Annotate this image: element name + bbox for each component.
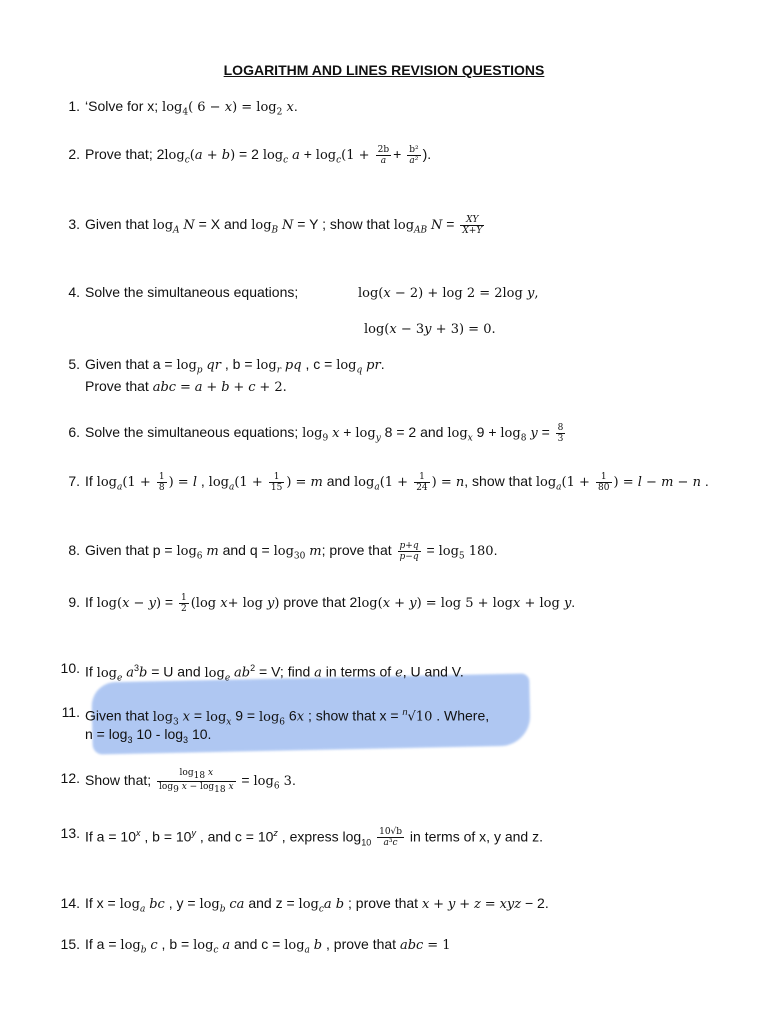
question-text: Prove that; $2\log_c(a + b) = 2$ $\log_c a + \log_c(1$ + $\frac{2b}{a}$ + $\frac{\text{b²}}{\text{a²}}$ ). (85, 144, 432, 166)
question-number: 13. (60, 825, 80, 841)
question-number: 11. (61, 704, 80, 720)
equation-1: log(x − 2) + log 2 = 2log y, (358, 286, 539, 301)
question-text-line2: $n = \log_3 10 - \log_3 10$. (85, 726, 212, 745)
question-number: 15. (60, 936, 80, 952)
question-text: ‘Solve for x; $\log_4$( $6 - x) = \log_2 x$. (85, 98, 298, 118)
question-text: If $x = \log_a$ bc , $y = \log_b$ ca and $z = \log_ca$ b ; prove that x + y + z = xyz − 2. (85, 895, 549, 915)
question-number: 2. (68, 146, 80, 162)
question-text: Solve the simultaneous equations; $\log_9 x + \log_y 8 = 2$ and $\log_x 9 + \log_8 y$ = $\frac{8}{3}$ (85, 422, 564, 444)
question-text: Solve the simultaneous equations; (85, 284, 299, 300)
question-number: 1. (68, 98, 80, 114)
question-5 (60, 354, 760, 398)
question-number: 3. (68, 216, 80, 232)
question-text: If $\log_a(1$ + $\frac{1}{8}$ ) = l , $\log_a(1$ + $\frac{1}{15}$ ) = m and $\log_a(1$ + $\frac{1}{24}$ ) = n, show that $\log_a(1$ + $\frac{1}{80}$ ) = l − m − n . (85, 471, 709, 493)
question-4 (60, 282, 760, 342)
question-text: Given that $\log_A N = X$ and $\log_B N = Y$ ; show that $\log_{AB} N$ = $\frac{XY}{X+Y}$ (85, 214, 483, 236)
question-text: Given that $p = \log_6 m$ and $q = \log_{30} m$; prove that $\frac{p+q}{p-q}$ = $\log_5 180$. (85, 540, 498, 562)
question-text: Show that; $\frac{\log_{18} x}{\log_9 x - \log_{18} x}$ = $\log_6 3$. (85, 768, 296, 795)
question-number: 5. (68, 356, 80, 372)
page-title: LOGARITHM AND LINES REVISION QUESTIONS (223, 62, 545, 78)
question-number: 8. (68, 542, 80, 558)
question-number: 12. (60, 770, 80, 786)
equation-2: log(x − 3y + 3) = 0. (364, 322, 496, 337)
question-text: If $a = \log_b c$ , $b = \log_c a$ and $c = \log_a b$ , prove that abc = 1 (85, 936, 451, 956)
question-number: 6. (68, 424, 80, 440)
question-text-line2: Prove that abc = a + b + c + 2. (85, 378, 287, 395)
question-text: Given that $a = \log_p$ qr , $b = \log_r$ pq , $c = \log_q$ pr. (85, 356, 385, 376)
question-text: If log(x − y) = $\frac{1}{2}$ (log x+ log y) prove that 2log(x + y) = log 5 + logx + log y. (85, 592, 576, 614)
question-number: 14. (60, 895, 80, 911)
question-11 (60, 702, 760, 746)
question-number: 10. (60, 660, 80, 676)
question-number: 7. (68, 473, 80, 489)
question-number: 9. (68, 594, 80, 610)
question-text: If $a = 10^x$ , $b = 10^y$ , and $c = 10^z$ , express $\log_{10}$ $\frac{10√b}{\text{a³c}}$ in terms of x, y and z. (85, 827, 543, 849)
question-text: Given that $\log_3 x = \log_x 9 = \log_6 6x$ ; show that x = $^n$√10 . Where, (85, 707, 490, 728)
question-number: 4. (68, 284, 80, 300)
question-text: If $\log_e a^3b = U$ and $\log_e ab^2 = V$; find a in terms of e, U and V. (85, 663, 464, 684)
